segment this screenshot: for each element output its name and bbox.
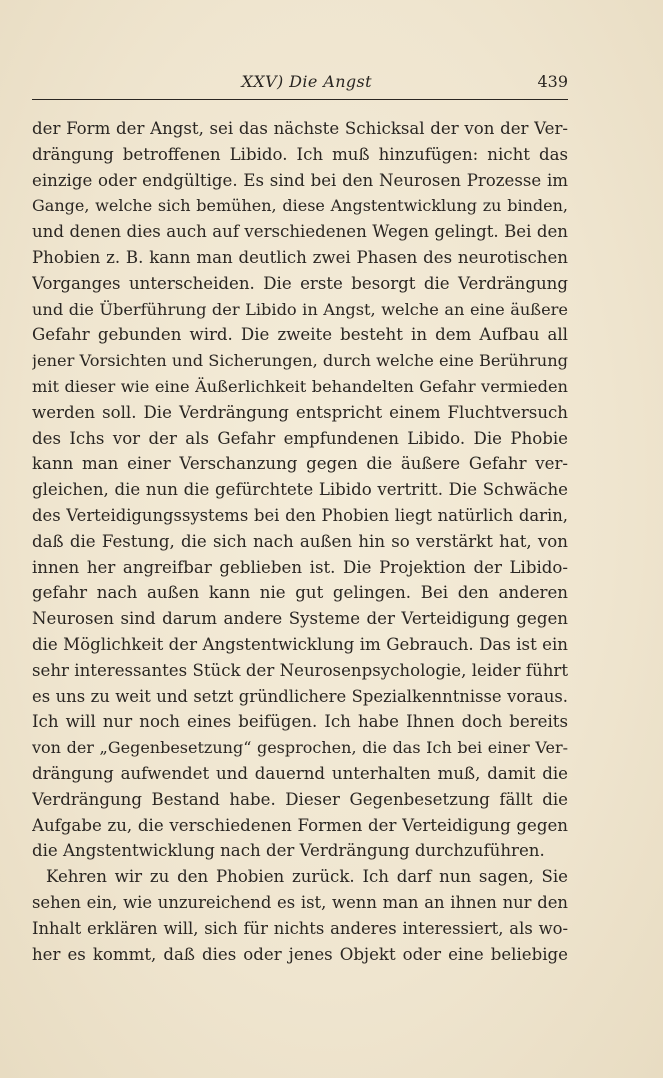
text-line: einzige oder endgültige. Es sind bei den Neurosen Prozesse im [32, 170, 568, 190]
text-line: sehr interessantes Stück der Neurosenpsychologie, leider führt [32, 660, 568, 680]
text-line: Aufgabe zu, die verschiedenen Formen der Verteidigung gegen [32, 815, 568, 835]
text-line: und die Überführung der Libido in Angst, welche an eine äußere [32, 299, 568, 319]
text-line: Verdrängung Bestand habe. Dieser Gegenbesetzung fällt die [32, 789, 568, 809]
text-line: Gefahr gebunden wird. Die zweite besteht in dem Aufbau all [32, 325, 568, 345]
page-number: 439 [537, 72, 568, 91]
text-line: Ich will nur noch eines beifügen. Ich habe Ihnen doch bereits [32, 712, 568, 732]
text-line: Kehren wir zu den Phobien zurück. Ich darf nun sagen, Sie [46, 867, 568, 887]
text-line: Neurosen sind darum andere Systeme der Verteidigung gegen [32, 609, 568, 629]
text-line: jener Vorsichten und Sicherungen, durch welche eine Berührung [32, 351, 568, 371]
text-line: drängung aufwendet und dauernd unterhalten muß, damit die [32, 763, 568, 783]
text-line: innen her angreifbar geblieben ist. Die Projektion der Libido- [32, 557, 568, 577]
text-line: sehen ein, wie unzureichend es ist, wenn man an ihnen nur den [32, 892, 568, 912]
text-line: kann man einer Verschanzung gegen die äußere Gefahr ver- [32, 454, 568, 474]
text-line: daß die Festung, die sich nach außen hin so verstärkt hat, von [32, 531, 568, 551]
text-line: mit dieser wie eine Äußerlichkeit behandelten Gefahr vermieden [32, 376, 568, 396]
body-text [32, 116, 568, 967]
header-rule [32, 99, 568, 100]
text-line: der Form der Angst, sei das nächste Schicksal der von der Ver- [32, 119, 568, 138]
text-line: gleichen, die nun die gefürchtete Libido vertritt. Die Schwäche [32, 480, 568, 500]
text-line: werden soll. Die Verdrängung entspricht einem Fluchtversuch [32, 402, 568, 422]
text-line: her es kommt, daß dies oder jenes Objekt oder eine beliebige [32, 944, 568, 964]
page-header [32, 68, 568, 98]
text-line: Gange, welche sich bemühen, diese Angstentwicklung zu binden, [32, 196, 568, 216]
text-line: Inhalt erklären will, sich für nichts anderes interessiert, als wo- [32, 918, 568, 938]
text-line: Phobien z. B. kann man deutlich zwei Phasen des neurotischen [32, 247, 568, 267]
text-line: und denen dies auch auf verschiedenen Wegen gelingt. Bei den [32, 222, 568, 242]
text-line: die Angstentwicklung nach der Verdrängung durchzuführen. [32, 841, 545, 861]
text-line: von der „Gegenbesetzung“ gesprochen, die das Ich bei einer Ver- [32, 738, 568, 758]
text-line: Vorganges unterscheiden. Die erste besorgt die Verdrängung [32, 273, 568, 293]
text-line: es uns zu weit und setzt gründlichere Spezialkenntnisse voraus. [32, 686, 568, 706]
text-line: des Ichs vor der als Gefahr empfundenen Libido. Die Phobie [32, 428, 568, 448]
text-line: drängung betroffenen Libido. Ich muß hinzufügen: nicht das [32, 144, 568, 164]
text-line: gefahr nach außen kann nie gut gelingen. Bei den anderen [32, 583, 568, 603]
running-head: XXV) Die Angst [241, 72, 372, 91]
text-line: des Verteidigungssystems bei den Phobien liegt natürlich darin, [32, 505, 568, 525]
text-line: die Möglichkeit der Angstentwicklung im Gebrauch. Das ist ein [32, 634, 568, 654]
